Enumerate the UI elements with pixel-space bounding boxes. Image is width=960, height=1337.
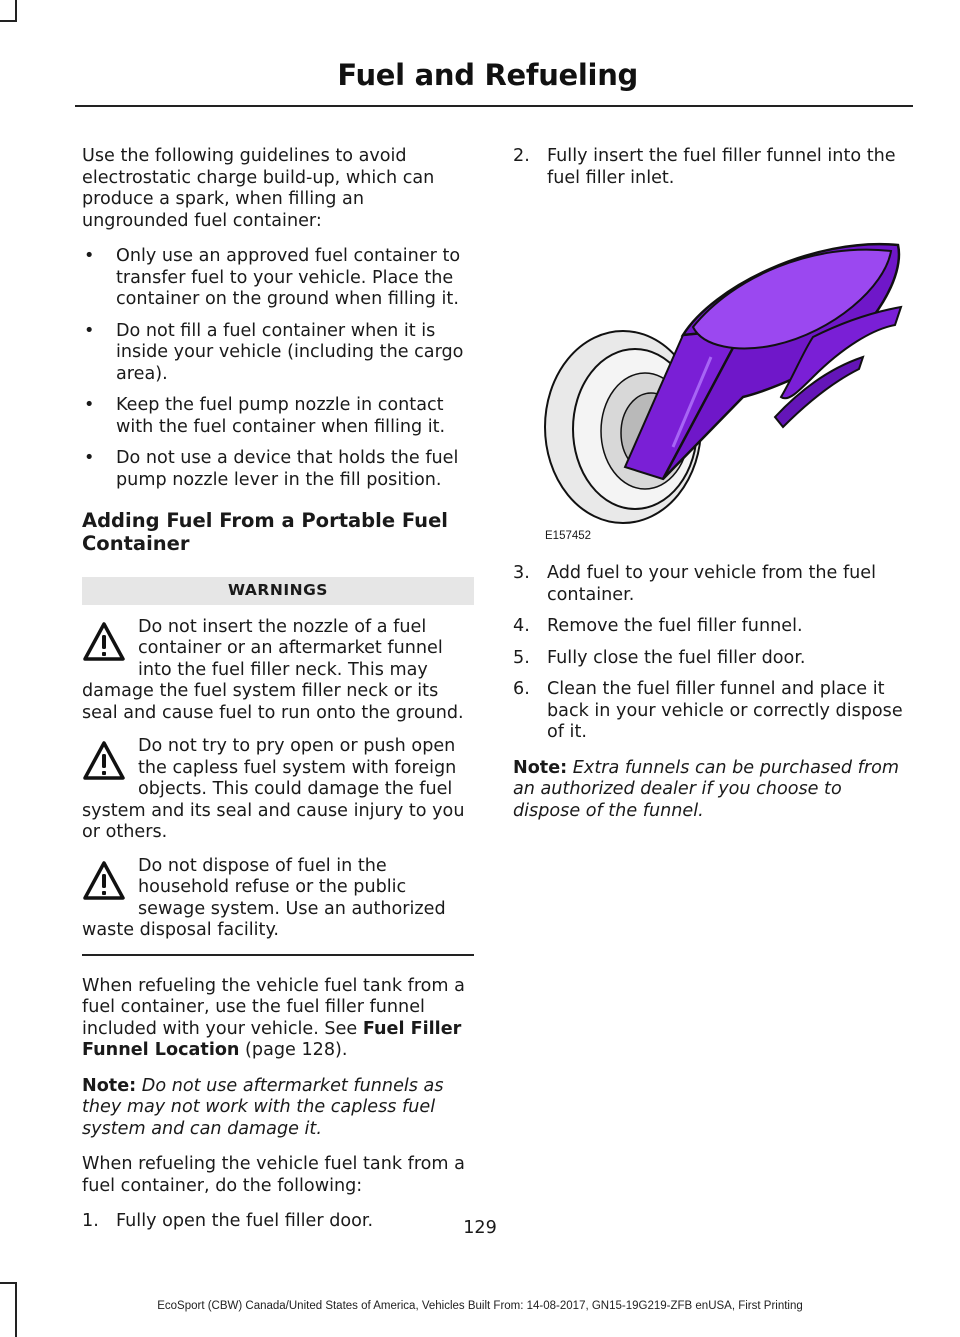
list-item	[513, 679, 908, 744]
funnel-illustration	[513, 217, 908, 547]
step-text: Fully insert the fuel filler funnel into the fuel filler inlet.	[547, 146, 896, 188]
list-item	[513, 563, 908, 606]
funnel-in-filler-image	[513, 217, 908, 537]
list-item	[513, 648, 908, 670]
warning-text: Do not insert the nozzle of a fuel container or an aftermarket funnel into the fuel filler neck. This may damage the fuel system filler neck or its seal and cause fuel to run onto the ground.	[82, 616, 464, 723]
guideline-list	[82, 246, 474, 491]
note-label: Note:	[82, 1075, 137, 1096]
step-text: Remove the fuel filler funnel.	[547, 616, 803, 636]
warning-text: Do not dispose of fuel in the household refuse or the public sewage system. Use an authorized waste disposal facility.	[82, 855, 446, 940]
crop-mark	[0, 20, 17, 22]
warning-block	[82, 736, 474, 844]
warning-block	[82, 856, 474, 942]
crop-mark	[15, 0, 17, 22]
header-rule	[75, 105, 913, 107]
step-number: 6.	[513, 679, 530, 699]
warning-triangle-icon	[82, 740, 126, 784]
step-text: Fully open the fuel filler door.	[116, 1211, 374, 1231]
warning-triangle-icon	[82, 860, 126, 904]
step-number: 4.	[513, 616, 530, 636]
step-number: 2.	[513, 146, 530, 166]
footer-text: EcoSport (CBW) Canada/United States of America, Vehicles Built From: 14-08-2017, GN15-19G219-ZFB enUSA, First Printing	[157, 1300, 803, 1312]
list-item: • Do not use a device that holds the fuel pump nozzle lever in the fill position.	[82, 448, 474, 491]
note-text: Do not use aftermarket funnels as they may not work with the capless fuel system and can damage it.	[82, 1075, 444, 1139]
note-text: Extra funnels can be purchased from an authorized dealer if you choose to dispose of the funnel.	[513, 757, 899, 821]
note-paragraph	[513, 758, 908, 823]
warnings-title: WARNINGS	[82, 577, 474, 605]
warning-block	[82, 617, 474, 725]
left-column	[82, 146, 474, 1247]
step-number: 3.	[513, 563, 530, 583]
page-number: 129	[463, 1218, 497, 1238]
note-paragraph	[82, 1076, 474, 1141]
list-item	[513, 616, 908, 638]
procedure-intro: When refueling the vehicle fuel tank from a fuel container, do the following:	[82, 1154, 465, 1196]
refuel-paragraph	[82, 976, 474, 1062]
step-text: Clean the fuel filler funnel and place it back in your vehicle or correctly dispose of it.	[547, 679, 903, 742]
step-number: 5.	[513, 647, 530, 668]
list-item	[513, 146, 908, 189]
step-number: 1.	[82, 1211, 99, 1231]
page-reference: (page 128).	[239, 1040, 348, 1060]
warnings-bottom-rule	[82, 954, 474, 956]
section-heading: Adding Fuel From a Portable Fuel Container	[82, 509, 448, 555]
paragraph-text: When refueling the vehicle fuel tank from a fuel container, use the fuel filler funnel included with your vehicle. See	[82, 975, 465, 1039]
warning-text: Do not try to pry open or push open the capless fuel system with foreign objects. This could damage the fuel system and its seal and cause injury to you or others.	[82, 736, 465, 842]
note-label: Note:	[513, 757, 568, 778]
step-list	[513, 563, 908, 744]
list-item: • Do not fill a fuel container when it is inside your vehicle (including the cargo area).	[82, 321, 474, 386]
cross-reference-link[interactable]: Fuel Filler Funnel Location	[82, 1018, 462, 1060]
list-item: • Keep the fuel pump nozzle in contact with the fuel container when filling it.	[82, 395, 474, 438]
warning-triangle-icon	[82, 621, 126, 665]
crop-mark	[0, 1282, 17, 1284]
right-column	[513, 146, 908, 836]
intro-paragraph: Use the following guidelines to avoid electrostatic charge build-up, which can produce a spark, when filling an ungrounded fuel container:	[82, 146, 435, 231]
figure-label: E157452	[545, 529, 592, 542]
step-text: Fully close the fuel filler door.	[547, 647, 806, 668]
list-item: • Only use an approved fuel container to transfer fuel to your vehicle. Place the container on the ground when filling it.	[82, 246, 474, 311]
page-title: Fuel and Refueling	[337, 58, 638, 92]
step-text: Add fuel to your vehicle from the fuel container.	[547, 563, 877, 605]
step-list	[513, 146, 908, 189]
